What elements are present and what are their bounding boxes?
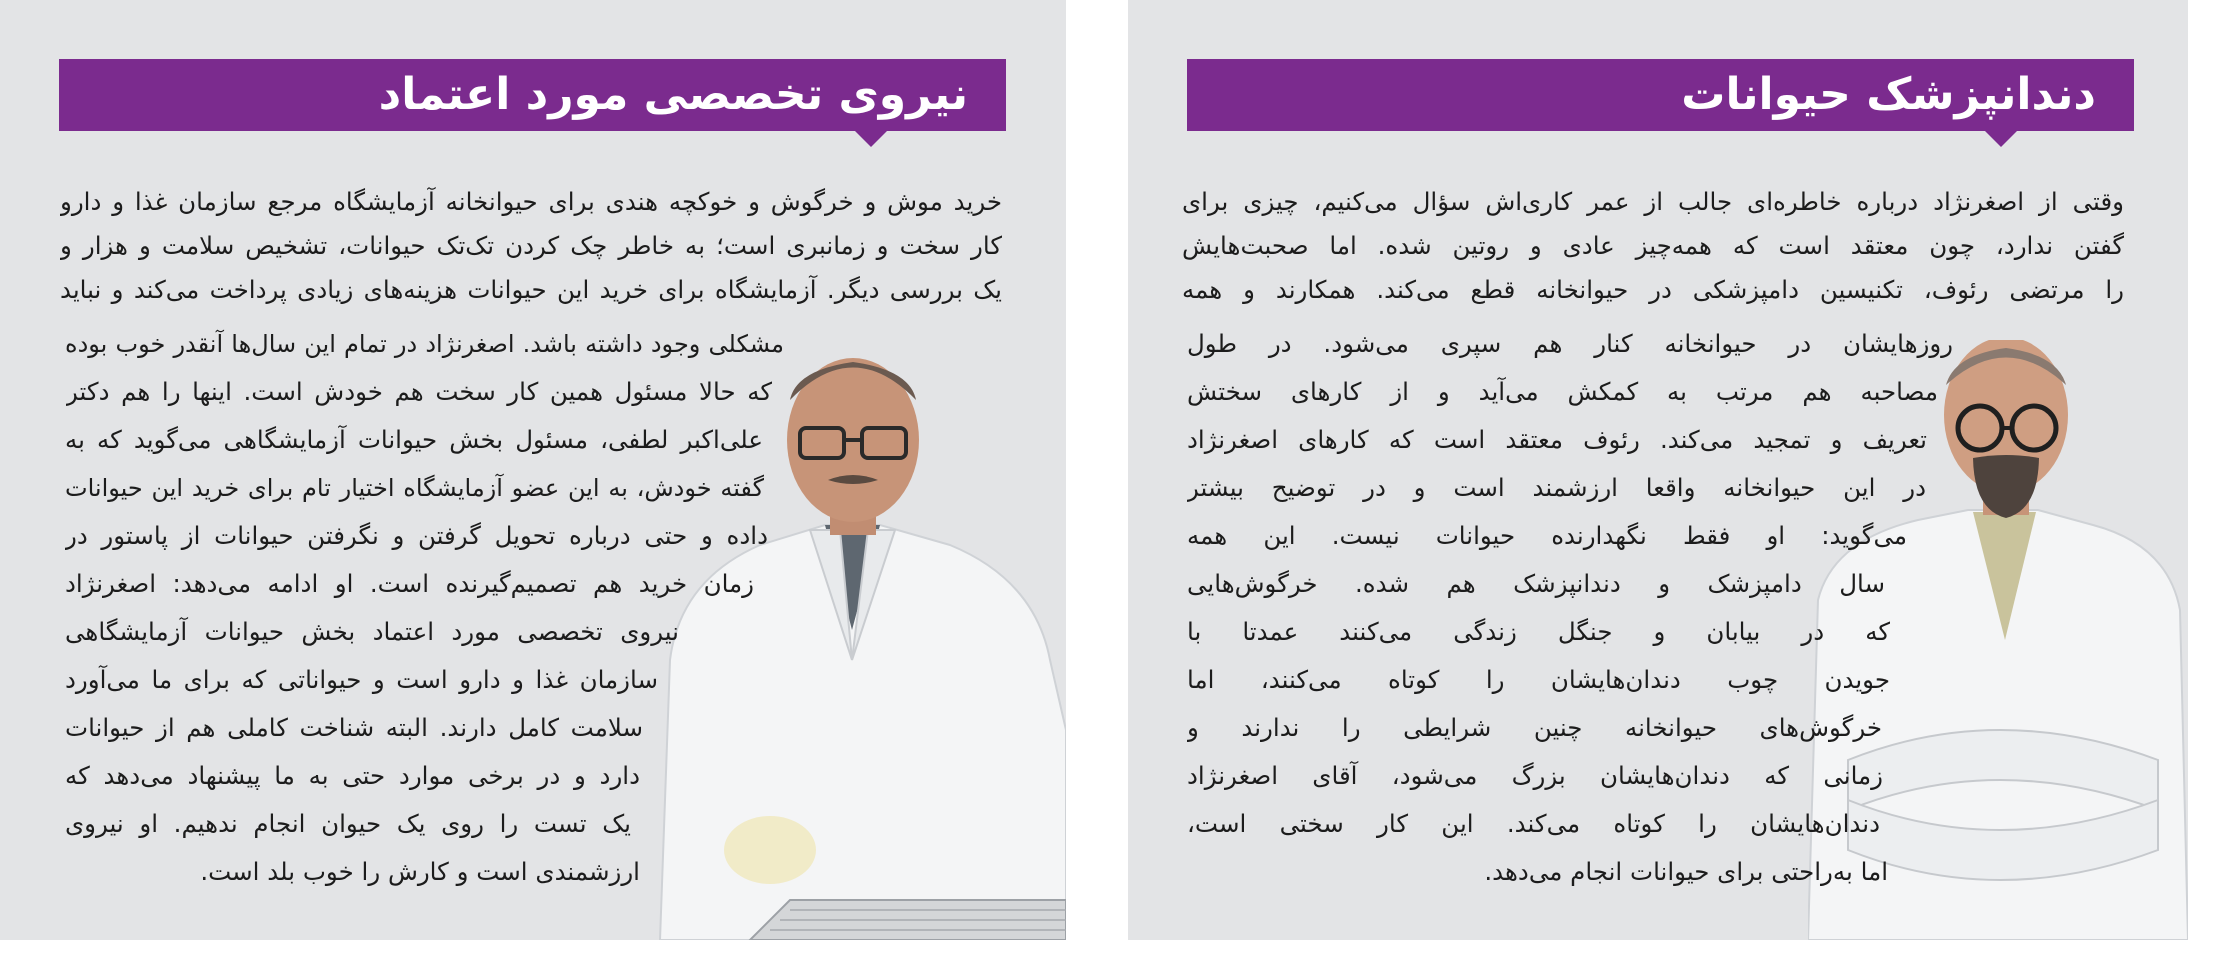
left-article-title: نیروی تخصصی مورد اعتماد <box>59 59 1006 131</box>
left-text-line: علی‌اکبر لطفی، مسئول بخش حیوانات آزمایشگاهی می‌گوید که به <box>65 425 763 454</box>
left-text-line: کار سخت و زمانبری است؛ به خاطر چک کردن تک‌تک حیوانات، تشخیص سلامت و هزار و <box>60 231 1002 260</box>
left-text-line: داده و حتی درباره تحویل گرفتن و نگرفتن حیوانات از پاستور در <box>65 521 768 550</box>
right-text-line: که در بیابان و جنگل زندگی می‌کنند عمدتا با <box>1187 617 1890 646</box>
right-text-line: زمانی که دندان‌هایشان بزرگ می‌شود، آقای اصغرنژاد <box>1187 761 1883 790</box>
right-text-line: مصاحبه هم مرتب به کمکش می‌آید و از کارهای سختش <box>1187 377 1938 406</box>
right-text-line: اما به‌راحتی برای حیوانات انجام می‌دهد. <box>1484 857 1888 886</box>
right-text-line: در این حیوانخانه واقعا ارزشمند است و در توضیح بیشتر <box>1187 473 1926 502</box>
right-text-line: سال دامپزشک و دندانپزشک هم شده. خرگوش‌هایی <box>1187 569 1885 598</box>
left-text-line: یک تست را روی یک حیوان انجام ندهیم. او نیروی <box>65 809 631 838</box>
right-text-line: دندان‌هایشان را کوتاه می‌کند. این کار سختی است، <box>1187 809 1880 838</box>
left-text-line: سلامت کامل دارند. البته شناخت کاملی هم از حیوانات <box>65 713 643 742</box>
left-text-line: دارد و در برخی موارد حتی به ما پیشنهاد می‌دهد که <box>65 761 640 790</box>
left-text-line: خرید موش و خرگوش و خوکچه هندی برای حیوانخانه آزمایشگاه مرجع سازمان غذا و دارو <box>60 187 1002 216</box>
right-text-line: خرگوش‌های حیوانخانه چنین شرایطی را ندارند و <box>1187 713 1882 742</box>
left-text-line: سازمان غذا و دارو است و حیواناتی که برای ما می‌آورد <box>65 665 658 694</box>
left-text-line: نیروی تخصصی مورد اعتماد بخش حیوانات آزمایشگاهی <box>65 617 679 646</box>
right-text-line: جویدن چوب دندان‌هایشان را کوتاه می‌کنند، اما <box>1187 665 1890 694</box>
right-text-line: وقتی از اصغرنژاد درباره خاطره‌ای جالب از عمر کاری‌اش سؤال می‌کنیم، چیزی برای <box>1182 187 2124 216</box>
right-text-line: را مرتضی رئوف، تکنیسین دامپزشکی در حیوانخانه قطع می‌کند. همکارند و همه <box>1182 275 2124 304</box>
left-article-panel <box>0 0 1066 940</box>
left-text-line: یک بررسی دیگر. آزمایشگاه برای خرید این حیوانات هزینه‌های زیادی پرداخت می‌کند و نباید <box>60 275 1002 304</box>
right-article-title: دندانپزشک حیوانات <box>1187 59 2134 131</box>
left-text-line: زمان خرید هم تصمیم‌گیرنده است. او ادامه می‌دهد: اصغرنژاد <box>65 569 754 598</box>
right-text-line: تعریف و تمجید می‌کند. رئوف معتقد است که کارهای اصغرنژاد <box>1187 425 1927 454</box>
right-article-panel <box>1128 0 2188 940</box>
right-text-line: گفتن ندارد، چون معتقد است که همه‌چیز عادی و روتین شده. اما صحبت‌هایش <box>1182 231 2124 260</box>
left-text-line: مشکلی وجود داشته باشد. اصغرنژاد در تمام این سال‌ها آنقدر خوب بوده <box>65 330 784 358</box>
right-text-line: روزهایشان در حیوانخانه کنار هم سپری می‌شود. در طول <box>1187 329 1953 358</box>
left-text-line: گفته خودش، به این عضو آزمایشگاه اختیار تام برای خرید این حیوانات <box>65 474 764 502</box>
left-text-line: ارزشمندی است و کارش را خوب بلد است. <box>200 857 640 886</box>
right-text-line: می‌گوید: او فقط نگهدارنده حیوانات نیست. این همه <box>1187 521 1907 550</box>
left-text-line: که حالا مسئول همین کار سخت هم خودش است. اینها را هم دکتر <box>66 377 772 406</box>
